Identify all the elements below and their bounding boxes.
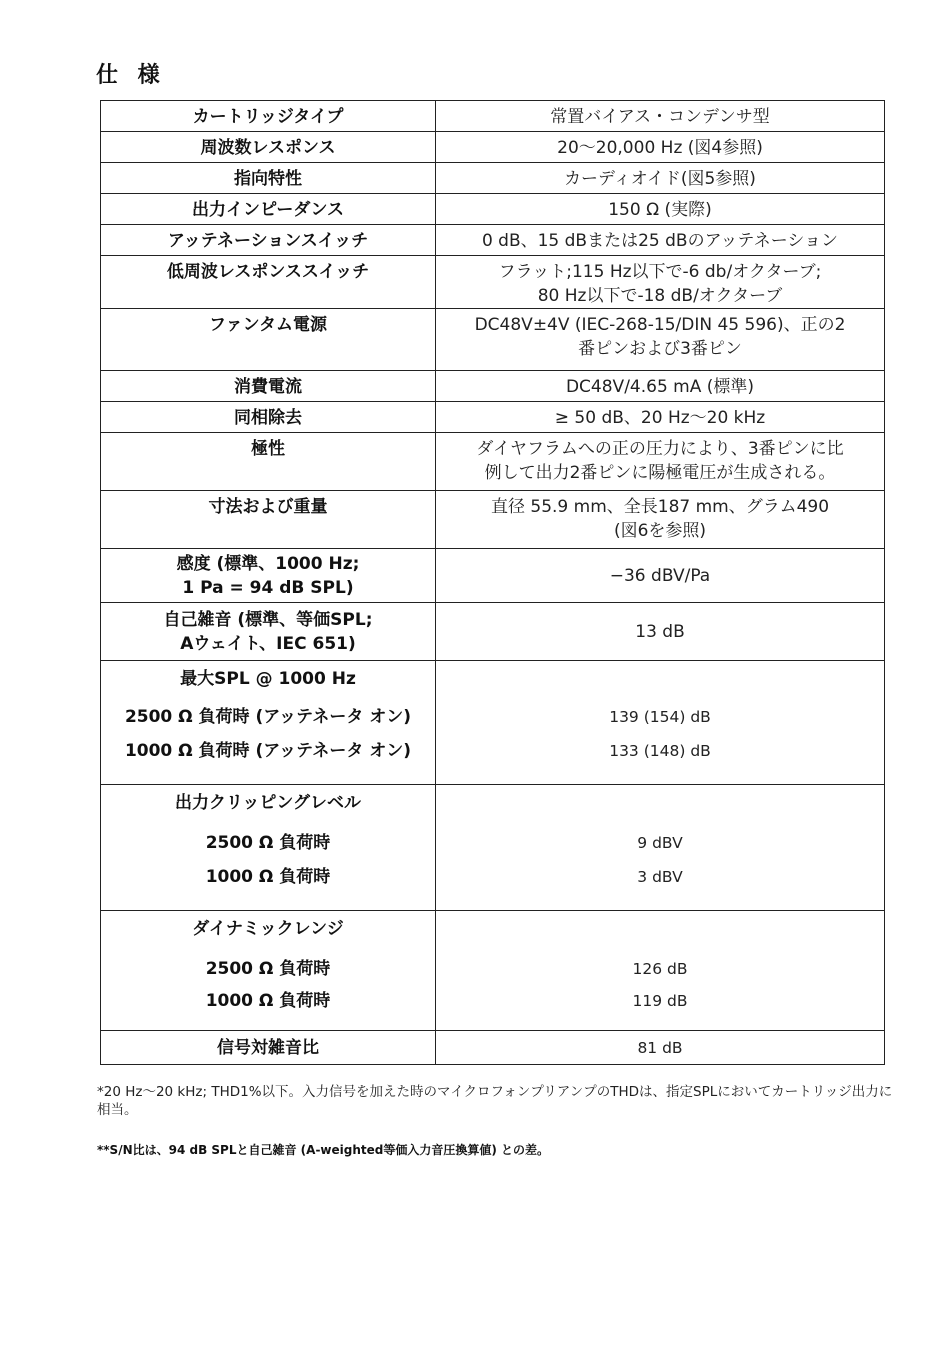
- spec-label: [101, 163, 436, 194]
- cell-line: 1000 Ω 負荷時: [205, 867, 331, 887]
- spec-label: [101, 194, 436, 225]
- spec-label: [101, 1031, 436, 1065]
- cell-line: 出力インピーダンス: [192, 200, 344, 220]
- cell-line: カートリッジタイプ: [192, 107, 344, 127]
- maxspl-heading: 最大SPL @ 1000 Hz: [180, 669, 356, 689]
- page-title: 仕 様: [96, 63, 166, 88]
- spec-row: [101, 402, 885, 433]
- cell-line: フラット;115 Hz以下で-6 db/オクターブ;: [498, 262, 822, 282]
- spec-row: [101, 225, 885, 256]
- spec-value: [436, 101, 885, 132]
- cell-line: 20～20,000 Hz (図4参照): [557, 138, 763, 158]
- cell-line: DC48V±4V (IEC-268-15/DIN 45 596)、正の2: [474, 315, 846, 335]
- spec-value: [436, 433, 885, 491]
- spec-value: [436, 309, 885, 371]
- cell-line: 周波数レスポンス: [200, 138, 336, 158]
- spec-label: [101, 101, 436, 132]
- cell-line: 2500 Ω 負荷時: [205, 959, 331, 979]
- cell-line: 133 (148) dB: [609, 742, 711, 760]
- cell-line: 消費電流: [234, 377, 302, 397]
- spec-label: [101, 371, 436, 402]
- spec-row: [101, 309, 885, 371]
- spacer: [442, 791, 878, 815]
- cell-line: 126 dB: [632, 960, 688, 978]
- cell-line: 直径 55.9 mm、全長187 mm、グラム490: [490, 497, 830, 517]
- spec-label: [101, 225, 436, 256]
- cell-line: 1000 Ω 負荷時 (アッテネータ オン): [124, 741, 412, 761]
- cell-line: 例して出力2番ピンに陽極電圧が生成される。: [484, 463, 836, 483]
- spec-value: [436, 132, 885, 163]
- spec-value: [436, 256, 885, 309]
- spec-row: [101, 132, 885, 163]
- cell-line: 極性: [251, 439, 285, 459]
- cell-line: (図6を参照): [613, 521, 707, 541]
- cell-line: カーディオイド(図5参照): [564, 169, 756, 189]
- cell-line: 80 Hz以下で-18 dB/オクターブ: [537, 286, 783, 306]
- spec-row: [101, 371, 885, 402]
- spec-row: [101, 101, 885, 132]
- spec-group-row: [101, 661, 885, 785]
- spacer: [442, 667, 878, 691]
- cell-line: 1000 Ω 負荷時: [205, 991, 331, 1011]
- cell-line: 139 (154) dB: [609, 708, 711, 726]
- cell-line: 119 dB: [632, 992, 688, 1010]
- spec-group-label: [101, 785, 436, 911]
- spec-value: [436, 194, 885, 225]
- spec-label: [101, 549, 436, 603]
- cell-line: −36 dBV/Pa: [609, 565, 711, 586]
- spec-label: [101, 132, 436, 163]
- spec-row: [101, 194, 885, 225]
- spec-row: [101, 491, 885, 549]
- cell-line: 2500 Ω 負荷時 (アッテネータ オン): [124, 707, 412, 727]
- spec-row: [101, 163, 885, 194]
- cell-line: ファンタム電源: [209, 315, 327, 335]
- spacer: [442, 917, 878, 941]
- cell-line: 指向特性: [234, 169, 302, 189]
- spec-group-value: [436, 785, 885, 911]
- spec-group-label: [101, 911, 436, 1031]
- spec-group-value: [436, 911, 885, 1031]
- spec-label: [101, 256, 436, 309]
- spec-value: [436, 491, 885, 549]
- cell-line: ≥ 50 dB、20 Hz～20 kHz: [554, 408, 766, 428]
- spec-value: [436, 1031, 885, 1065]
- cell-line: 番ピンおよび3番ピン: [578, 339, 742, 359]
- cell-line: 同相除去: [234, 408, 302, 428]
- cell-line: Aウェイト、IEC 651): [180, 633, 356, 654]
- cell-line: 150 Ω (実際): [608, 200, 712, 220]
- cell-line: 81 dB: [637, 1038, 683, 1057]
- cell-line: 自己雑音 (標準、等価SPL;: [163, 609, 373, 630]
- footnote-snr: **S/N比は、94 dB SPLと自己雑音 (A-weighted等価入力音圧換算値) との差。: [97, 1143, 550, 1157]
- spec-label: [101, 309, 436, 371]
- cell-line: 3 dBV: [637, 868, 683, 886]
- dyn-heading: ダイナミックレンジ: [192, 919, 344, 939]
- spec-row: [101, 433, 885, 491]
- cell-line: 低周波レスポンススイッチ: [166, 262, 370, 282]
- spec-value: [436, 225, 885, 256]
- cell-line: 感度 (標準、1000 Hz;: [176, 553, 360, 574]
- spec-value: [436, 549, 885, 603]
- clip-heading: 出力クリッピングレベル: [175, 793, 361, 813]
- cell-line: ダイヤフラムへの正の圧力により、3番ピンに比: [476, 439, 844, 459]
- spec-label: [101, 603, 436, 661]
- spec-row: [101, 549, 885, 603]
- spec-label: [101, 402, 436, 433]
- spec-label: [101, 433, 436, 491]
- spec-value: [436, 371, 885, 402]
- spec-row: [101, 603, 885, 661]
- cell-line: 1 Pa = 94 dB SPL): [182, 577, 354, 598]
- spec-label: [101, 491, 436, 549]
- cell-line: 常置バイアス・コンデンサ型: [550, 107, 770, 127]
- spec-group-row: [101, 785, 885, 911]
- cell-line: 2500 Ω 負荷時: [205, 833, 331, 853]
- spec-group-row: [101, 911, 885, 1031]
- cell-line: 信号対雑音比: [217, 1037, 319, 1058]
- cell-line: 寸法および重量: [208, 497, 328, 517]
- cell-line: 0 dB、15 dBまたは25 dBのアッテネーション: [481, 231, 839, 251]
- spec-table: [100, 100, 885, 1065]
- spec-group-label: [101, 661, 436, 785]
- spec-group-value: [436, 661, 885, 785]
- footnote-thd: *20 Hz～20 kHz; THD1%以下。入力信号を加えた時のマイクロフォンプリアンプのTHDは、指定SPLにおいてカートリッジ出力に相当。: [97, 1084, 893, 1118]
- spec-row: [101, 256, 885, 309]
- spec-row: [101, 1031, 885, 1065]
- cell-line: DC48V/4.65 mA (標準): [565, 377, 755, 397]
- cell-line: 9 dBV: [637, 834, 683, 852]
- spec-value: [436, 402, 885, 433]
- cell-line: アッテネーションスイッチ: [167, 231, 369, 251]
- cell-line: 13 dB: [635, 621, 685, 642]
- spec-value: [436, 603, 885, 661]
- spec-value: [436, 163, 885, 194]
